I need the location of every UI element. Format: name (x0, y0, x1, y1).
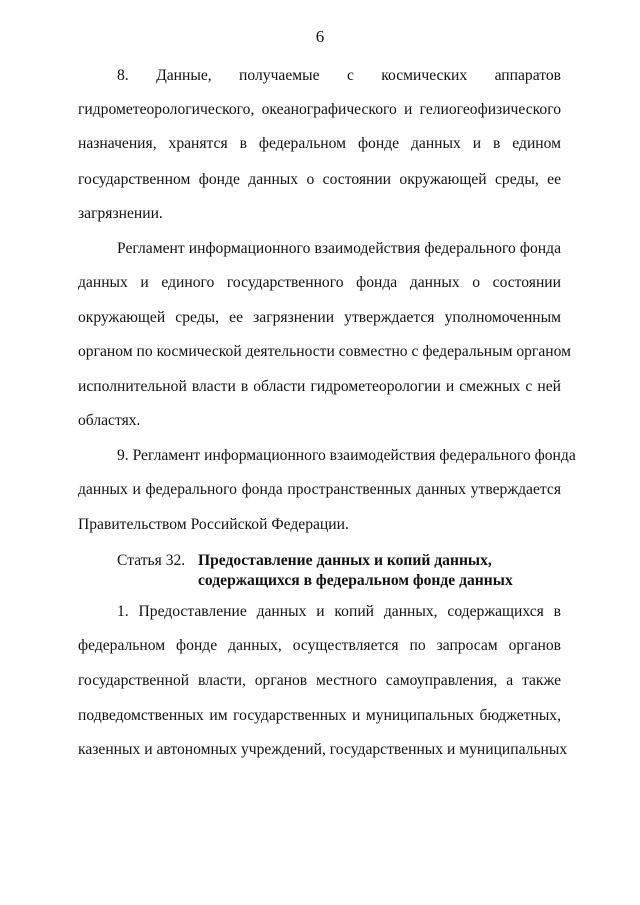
text-line: подведомственных им государственных и муниципальных бюджетных, (78, 707, 561, 724)
text-line: государственной власти, органов местного самоуправления, а также (78, 672, 561, 689)
article-label: Статья 32. (117, 552, 186, 569)
text-line: государственном фонде данных о состоянии окружающей среды, ее (78, 171, 561, 188)
text-line: исполнительной власти в области гидрометеорологии и смежных с ней (78, 378, 561, 395)
text-line: федеральном фонде данных, осуществляется по запросам органов (78, 637, 561, 654)
text-line: гидрометеорологического, океанографического и гелиогеофизического (78, 101, 561, 118)
text-line: 8. Данные, получаемые с космических аппаратов (117, 67, 561, 84)
article-title (198, 551, 513, 591)
text-line: казенных и автономных учреждений, государственных и муниципальных (78, 741, 568, 758)
text-line: 1. Предоставление данных и копий данных, содержащихся в (117, 603, 561, 620)
text-line: органом по космической деятельности совместно с федеральным органом (78, 343, 571, 360)
text-line: окружающей среды, ее загрязнении утверждается уполномоченным (78, 309, 561, 326)
text-line: 9. Регламент информационного взаимодействия федерального фонда (117, 447, 576, 464)
text-line: данных и федерального фонда пространственных данных утверждается (78, 481, 561, 498)
text-line: областях. (78, 412, 141, 429)
text-line: назначения, хранятся в федеральном фонде данных и в едином (78, 135, 561, 152)
article-title-line: Предоставление данных и копий данных, (198, 552, 492, 569)
text-line: загрязнении. (78, 205, 163, 222)
text-line: Правительством Российской Федерации. (78, 516, 349, 533)
page-number: 6 (315, 27, 325, 46)
text-line: данных и единого государственного фонда данных о состоянии (78, 274, 561, 291)
text-line: Регламент информационного взаимодействия федерального фонда (117, 240, 561, 257)
article-title-line: содержащихся в федеральном фонде данных (198, 572, 513, 589)
